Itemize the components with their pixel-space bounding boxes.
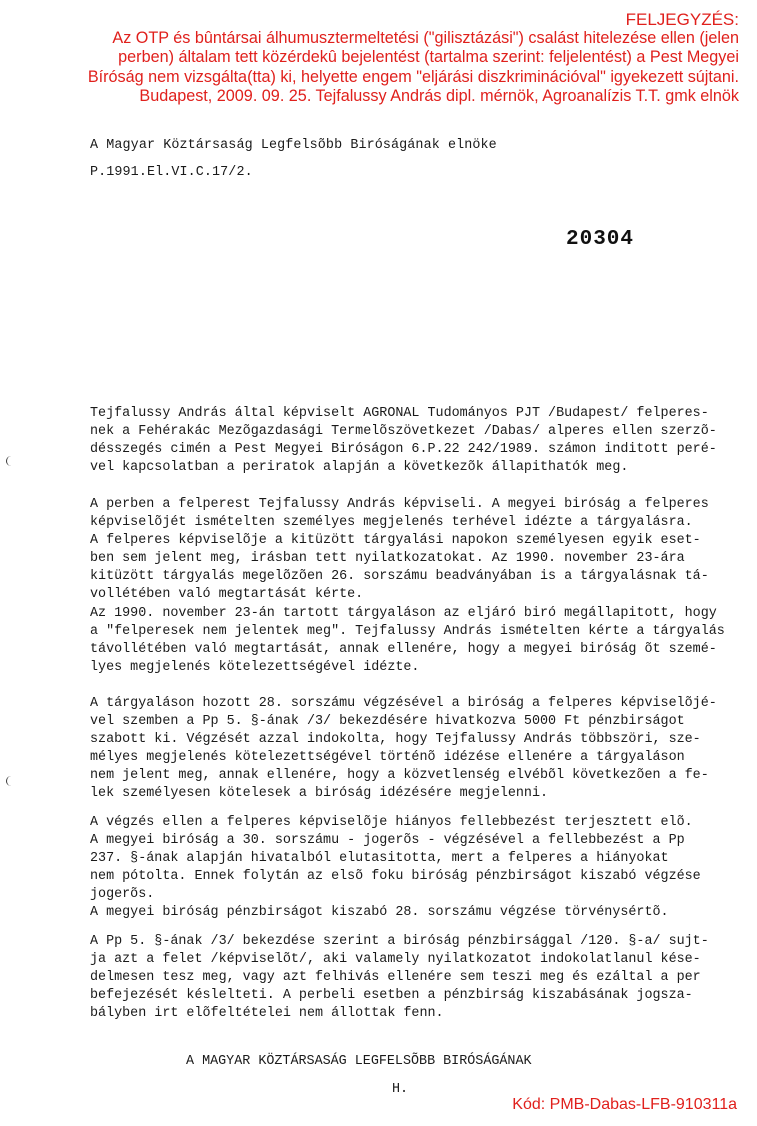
paragraph-3 (90, 605, 740, 677)
text-line: Az 1990. november 23-án tartott tárgyaláson az eljáró biró megállapitott, hogy (90, 606, 717, 621)
note-line: Budapest, 2009. 09. 25. Tejfalussy András dipl. mérnök, Agroanalízis T.T. gmk elnök (139, 86, 739, 105)
text-line: ja azt a felet /képviselõt/, aki valamely nyilatkozatot indokolatlanul kése- (90, 952, 701, 967)
text-line: vel szemben a Pp 5. §-ának /3/ bekezdésére hivatkozva 5000 Ft pénzbirságot (90, 714, 685, 729)
note-heading: FELJEGYZÉS: (625, 10, 739, 29)
text-line: befejezését késlelteti. A perbeli esetben a pénzbirság kiszabásának jogsza- (90, 988, 693, 1003)
note-line: perben) általam tett közérdekû bejelentést (tartalma szerint: feljelentést) a Pest Megyei (118, 48, 739, 67)
paragraph-6 (90, 933, 740, 1023)
text-line: képviselõjét ismételten személyes megjelenés terhével idézte a tárgyalásra. (90, 515, 693, 530)
text-line: nem jelent meg, annak ellenére, hogy a közvetlenség elvébõl következõen a fe- (90, 768, 709, 783)
text-line: A perben a felperest Tejfalussy András képviseli. A megyei biróság a felperes (90, 497, 709, 512)
binding-hole-mark (6, 776, 15, 786)
court-signature: A MAGYAR KÖZTÁRSASÁG LEGFELSÕBB BIRÓSÁGÁNAK (186, 1054, 532, 1069)
text-line: A Pp 5. §-ának /3/ bekezdése szerint a biróság pénzbirsággal /120. §-a/ sujt- (90, 934, 709, 949)
annotation-note (4, 10, 739, 106)
stamp-number: 20304 (566, 228, 635, 251)
text-line: A végzés ellen a felperes képviselõje hiányos fellebbezést terjesztett elõ. (90, 815, 693, 830)
note-line: Az OTP és bûntársai álhumusztermeltetési ("gilisztázási") csalást hitelezése ellen (jelen (112, 29, 739, 48)
text-line: A felperes képviselõje a kitüzött tárgyalási napokon személyesen egyik eset- (90, 533, 701, 548)
text-line: jogerõs. (90, 887, 155, 902)
case-number: P.1991.El.VI.C.17/2. (90, 165, 253, 180)
paragraph-5 (90, 814, 740, 922)
text-line: Tejfalussy András által képviselt AGRONAL Tudományos PJT /Budapest/ felperes- (90, 406, 709, 421)
text-line: a "felperesek nem jelentek meg". Tejfalussy András ismételten kérte a tárgyalás (90, 624, 725, 639)
page-mark: H. (392, 1082, 409, 1097)
text-line: 237. §-ának alapján hivatalból elutasitotta, mert a felperes a hiányokat (90, 851, 669, 866)
binding-hole-mark (6, 456, 15, 466)
paragraph-4 (90, 695, 740, 803)
text-line: kitüzött tárgyalás megelõzõen 26. sorszámu beadványában is a tárgyalásnak tá- (90, 569, 709, 584)
note-line: Bíróság nem vizsgálta(tta) ki, helyette engem "eljárási diszkriminációval" igyekezett sújtani. (87, 67, 739, 86)
text-line: szabott ki. Végzését azzal indokolta, hogy Tejfalussy András többszöri, sze- (90, 732, 701, 747)
text-line: lek személyesen kötelesek a biróság idézésére megjelenni. (90, 786, 549, 801)
document-code: Kód: PMB-Dabas-LFB-910311a (512, 1096, 737, 1113)
text-line: vollétében való megtartását kérte. (90, 587, 364, 602)
text-line: ben sem jelent meg, irásban tett nyilatkozatokat. Az 1990. november 23-ára (90, 551, 685, 566)
text-line: désszegés cimén a Pest Megyei Biróságon 6.P.22 242/1989. számon inditott peré- (90, 442, 717, 457)
text-line: A megyei biróság pénzbirságot kiszabó 28. sorszámu végzése törvénysértõ. (90, 905, 669, 920)
text-line: nek a Fehérakác Mezõgazdasági Termelõszövetkezet /Dabas/ alperes ellen szerzõ- (90, 424, 717, 439)
text-line: A megyei biróság a 30. sorszámu - jogerõs - végzésével a fellebbezést a Pp (90, 833, 685, 848)
text-line: lyes megjelenés kötelezettségével idézte. (90, 660, 420, 675)
paragraph-1 (90, 405, 740, 477)
text-line: nem pótolta. Ennek folytán az elsõ foku biróság pénzbirságot kiszabó végzése (90, 869, 701, 884)
text-line: vel kapcsolatban a periratok alapján a következõk állapithatók meg. (90, 460, 629, 475)
text-line: A tárgyaláson hozott 28. sorszámu végzésével a biróság a felperes képviselõjé- (90, 696, 717, 711)
text-line: bályben irt elõfeltételei nem állottak fenn. (90, 1006, 444, 1021)
text-line: mélyes megjelenés kötelezettségével történõ idézése ellenére a tárgyaláson (90, 750, 685, 765)
addressee: A Magyar Köztársaság Legfelsõbb Biróságának elnöke (90, 138, 497, 153)
text-line: delmesen tesz meg, vagy azt felhivás ellenére sem teszi meg és ezáltal a per (90, 970, 701, 985)
text-line: távollétében való megtartását, annak ellenére, hogy a megyei biróság õt szemé- (90, 642, 717, 657)
paragraph-2 (90, 496, 740, 604)
